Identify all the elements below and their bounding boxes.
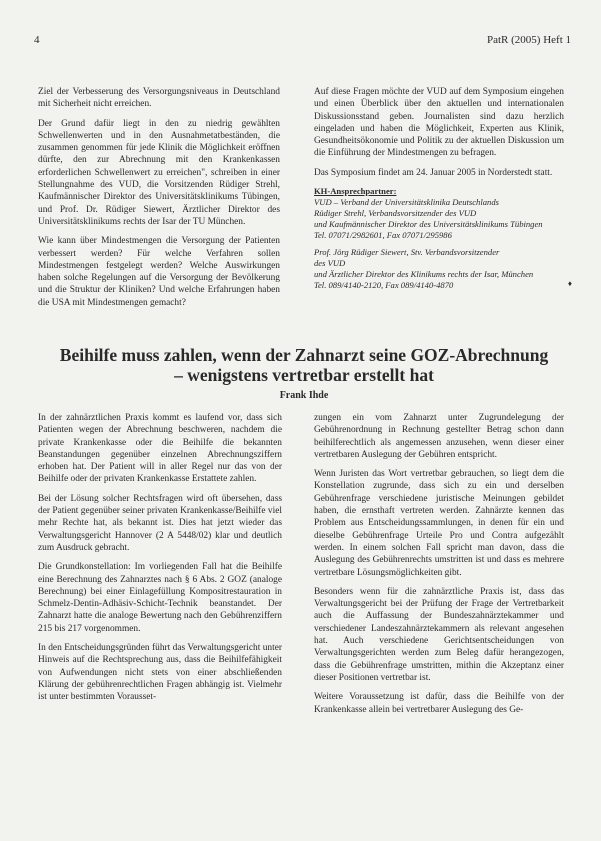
contact-line: Tel. 089/4140-2120, Fax 089/4140-4870	[314, 280, 454, 291]
contact-line: und Ärztlicher Direktor des Klinikums rechts der Isar, München	[314, 269, 534, 280]
contact-line: und Kaufmännischer Direktor des Universitätsklinikums Tübingen	[314, 219, 543, 230]
contact-line: VUD – Verband der Universitätsklinika Deutschlands	[314, 197, 499, 208]
paragraph: Auf diese Fragen möchte der VUD auf dem Symposium eingehen und einen Überblick über den aktuellen und internationalen Diskussionsstand geben. Journalisten sind dazu herzlich eingeladen und haben die Möglichkeit, Experten aus Klinik, Gesundheitsökonomie und Politik zu der aktuellen Diskussion um die Einführung der Mindestmengen zu befragen.	[314, 87, 564, 159]
paragraph: Ziel der Verbesserung des Versorgungsniveaus in Deutschland mit Sicherheit nicht erreichen.	[38, 87, 280, 110]
contact-line: Tel. 07071/2982601, Fax 07071/295986	[314, 230, 452, 241]
paragraph: Die Grundkonstellation: Im vorliegenden Fall hat die Beihilfe eine Berechnung des Zahnarztes nach § 6 Abs. 2 GOZ (analoge Berechnung) bei einer Einlagefüllung Kompositrestauration in Schmelz-Dentin-Adhäsiv-Schicht-Technik beanstandet. Der Zahnarzt hatte die analoge Bewertung nach den Gebührenziffern 215 bis 217 vorgenommen.	[38, 562, 282, 634]
paragraph: Das Symposium findet am 24. Januar 2005 in Norderstedt statt.	[314, 167, 553, 178]
paragraph: zungen ein vom Zahnarzt unter Zugrundelegung der Gebührenordnung in Rechnung gestellter Betrag schon dann beihilferechtlich als angemessen anzusehen, wenn dieser einer vertretbaren Auslegung der Gebühren entspricht.	[314, 413, 564, 460]
article-title-line-2: – wenigstens vertretbar erstellt hat	[174, 365, 434, 385]
column-top-left	[38, 86, 280, 316]
paragraph: In der zahnärztlichen Praxis kommt es laufend vor, dass sich Patienten wegen der Abrechnung beschweren, nachdem die private Krankenkasse oder die Beihilfe die bekannten Beanstandungen gegenüber einzelnen Abrechnungsziffern erhoben hat. Der Patient will in aller Regel nur das von der Beihilfe oder der privaten Krankenkasse Erstattete zahlen.	[38, 413, 282, 485]
paragraph: Der Grund dafür liegt in den zu niedrig gewählten Schwellenwerten und in den Ausnahmetatbeständen, die zusammen genommen für jede Klinik die Möglichkeit eröffnen dürfte, den zur Abrechnung mit den Krankenkassen erforderlichen Schwellenwert zu erreichen", schreiben in einer Stellungnahme des VUD, die Vorsitzenden Rüdiger Strehl, Kaufmännischer Direktor des Universitätsklinikums Tübingen, und Prof. Dr. Rüdiger Siewert, Ärztlicher Direktor des Universitätsklinikums rechts der Isar der TU München.	[38, 118, 280, 227]
paragraph: Bei der Lösung solcher Rechtsfragen wird oft übersehen, dass der Patient gegenüber seiner privaten Krankenkasse/Beihilfe viel mehr Rechte hat, als bekannt ist. Dies hat jetzt wieder das Verwaltungsgericht Hannover (2 A 5448/02) klar und deutlich zum Ausdruck gebracht.	[38, 493, 282, 553]
contact-box	[314, 186, 572, 291]
article-title	[40, 345, 568, 385]
contact-block-2	[314, 247, 572, 291]
end-mark: ♦	[567, 279, 572, 289]
contact-line: Prof. Jörg Rüdiger Siewert, Stv. Verbandsvorsitzender	[314, 247, 500, 258]
page-number: 4	[34, 34, 40, 46]
article-title-line-1: Beihilfe muss zahlen, wenn der Zahnarzt seine GOZ-Abrechnung	[59, 345, 549, 365]
contact-block-1	[314, 197, 564, 241]
contact-line: Rüdiger Strehl, Verbandsvorsitzender des VUD	[314, 208, 477, 219]
column-bottom-left	[38, 412, 282, 711]
contact-line: des VUD	[314, 258, 346, 269]
running-head: PatR (2005) Heft 1	[486, 34, 571, 46]
column-top-right	[314, 86, 572, 297]
paragraph: In den Entscheidungsgründen führt das Verwaltungsgericht unter Hinweis auf die Rechtsprechung aus, dass die Beihilfefähigkeit von Aufwendungen nicht stets von einer abschließenden Klärung der gebührenrechtlichen Fragen abhängig ist. Vielmehr ist unter bestimmten Vorausset-	[38, 643, 282, 703]
paragraph: Wenn Juristen das Wort vertretbar gebrauchen, so liegt dem die Konstellation zugrunde, dass sich zu ein und derselben Gebührenfrage verschiedene juristische Meinungen gebildet haben, die ernsthaft vertreten werden. Zahnärzte kennen das Problem aus Entscheidungssammlungen, in denen für ein und dieselbe Gebührenfrage Urteile Pro und Contra aufgezählt werden. In einem solchen Fall spricht man davon, dass die Auslegung des Gebührenrechts umstritten ist und dass es mehrere vertretbare Lösungsmöglichkeiten gibt.	[314, 469, 564, 578]
paragraph: Weitere Voraussetzung ist dafür, dass die Beihilfe von der Krankenkasse allein bei vertretbarer Auslegung des Ge-	[314, 692, 564, 715]
paragraph: Besonders wenn für die zahnärztliche Praxis ist, dass das Verwaltungsgericht bei der Prüfung der Frage der Vertretbarkeit auch die Auffassung der Bundeszahnärztekammer und verschiedener Landeszahnärztekammern als relevant angesehen hat. Auch verschiedene Gerichtsentscheidungen von Verwaltungsgerichten werden zum Beleg dafür herangezogen, dass die Gebührenfrage umstritten, mithin die Akzeptanz einer dieser Positionen vertretbar ist.	[314, 586, 564, 683]
column-bottom-right	[314, 412, 564, 723]
paragraph: Wie kann über Mindestmengen die Versorgung der Patienten verbessert werden? Für welche Verfahren sollen Mindestmengen festgelegt werden? Welche Auswirkungen haben solche Regelungen auf die Versorgung der Bevölkerung und die Struktur der Kliniken? Und welche Erfahrungen haben die USA mit Mindestmengen gemacht?	[38, 236, 280, 308]
article-author: Frank Ihde	[279, 390, 329, 401]
contact-label: KH-Ansprechpartner:	[314, 186, 397, 197]
